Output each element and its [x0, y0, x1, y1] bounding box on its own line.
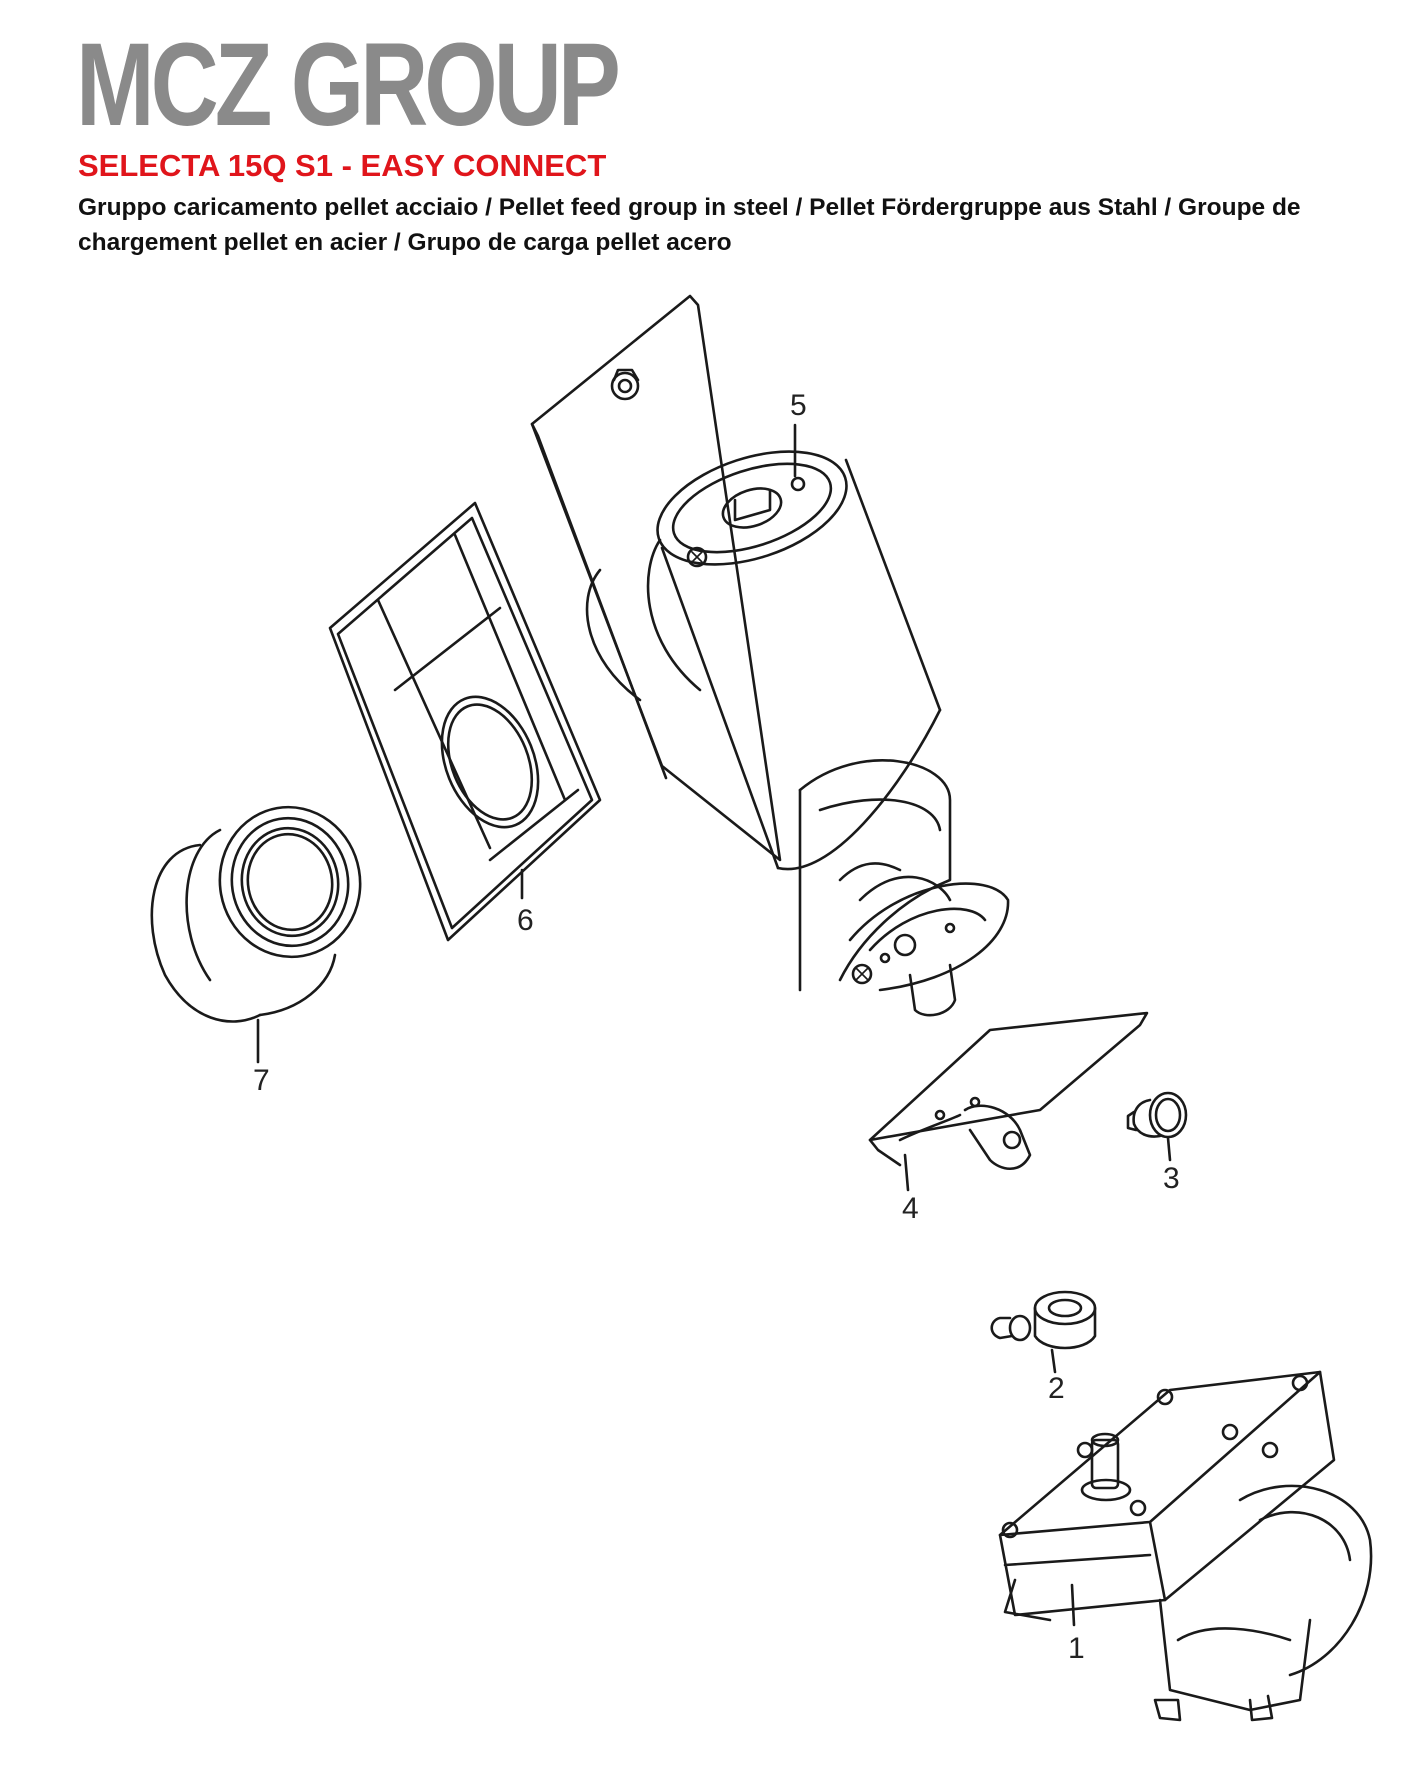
callout-5: 5 [790, 389, 807, 422]
model-title: SELECTA 15Q S1 - EASY CONNECT [78, 148, 607, 183]
part-5-feed-tube [532, 296, 1008, 1015]
callout-7: 7 [253, 1064, 270, 1097]
brand-logo: MCZ GROUP [76, 19, 617, 151]
callout-4: 4 [902, 1192, 919, 1225]
part-1-gearmotor [1000, 1372, 1371, 1720]
part-4-bracket [870, 1013, 1147, 1225]
callout-3: 3 [1163, 1162, 1180, 1195]
description-line-1: Gruppo caricamento pellet acciaio / Pellet feed group in steel / Pellet Fördergruppe aus Stahl / Groupe de [78, 194, 1301, 221]
part-7-threaded-sleeve [152, 796, 372, 1097]
callout-2: 2 [1048, 1372, 1065, 1405]
callout-1: 1 [1068, 1632, 1085, 1665]
part-6-gasket-frame [330, 503, 600, 940]
part-2-collar [992, 1292, 1095, 1405]
part-3-plug [1128, 1093, 1186, 1195]
callout-6: 6 [517, 904, 534, 937]
description-line-2: chargement pellet en acier / Grupo de carga pellet acero [78, 229, 732, 256]
